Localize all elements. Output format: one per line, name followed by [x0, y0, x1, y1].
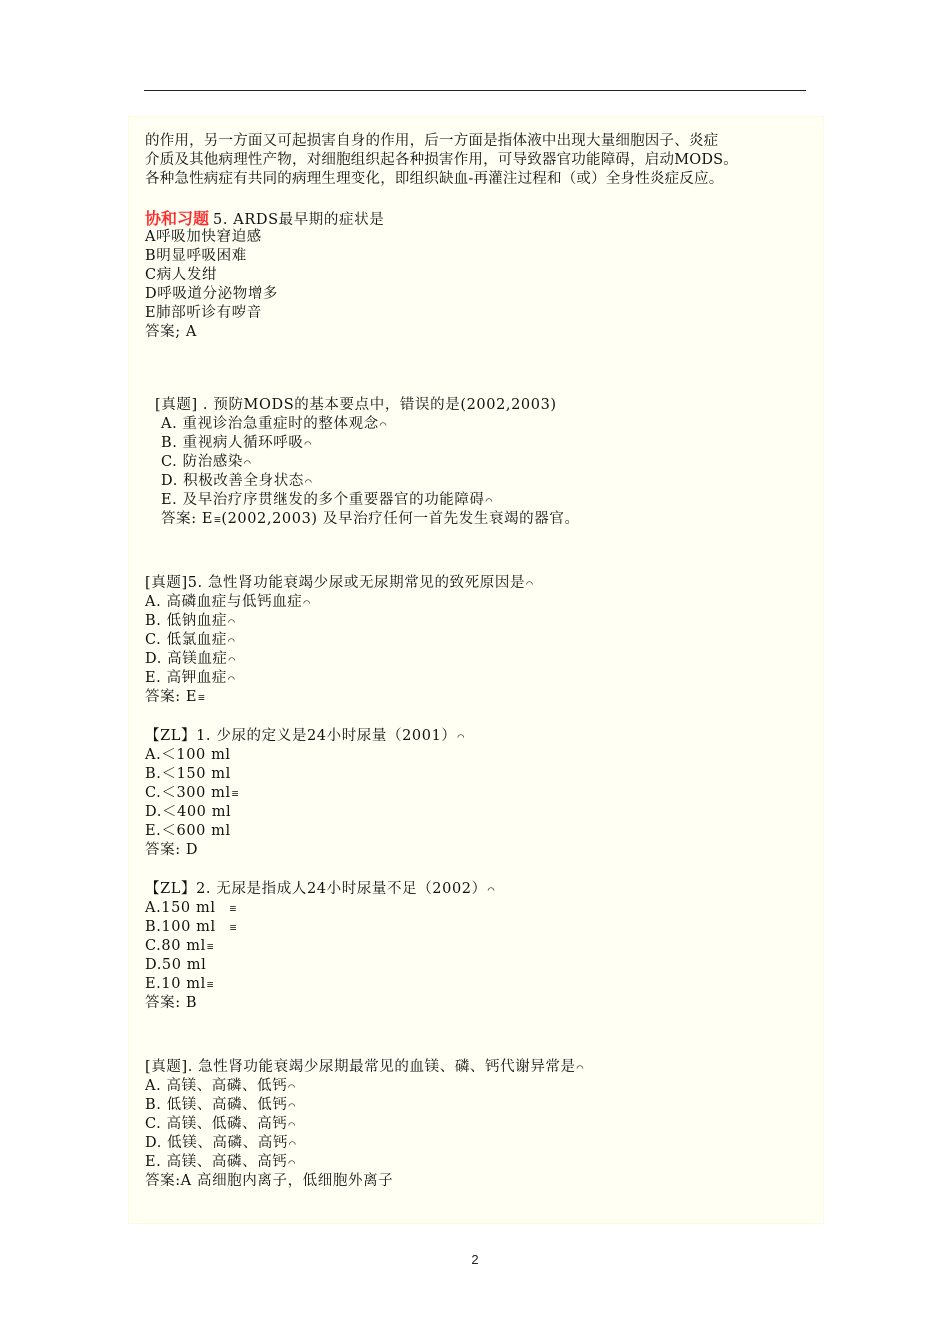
eq-mark: ≡	[206, 940, 215, 953]
arc-mark: ⌒	[379, 418, 388, 431]
option: A.150 ml ≡	[145, 900, 237, 916]
arc-mark: ⌒	[288, 1099, 296, 1112]
arc-mark: ⌒	[485, 494, 493, 507]
answer: 答案: E≡	[145, 689, 206, 705]
arc-mark: ⌒	[228, 653, 236, 666]
option: C. 高镁、低磷、高钙⌒	[145, 1116, 296, 1132]
page-number: 2	[471, 1252, 479, 1267]
option: C. 防治感染⌒	[161, 454, 252, 470]
answer: 答案: B	[145, 995, 198, 1011]
arc-mark: ⌒	[288, 1156, 296, 1169]
option: A. 重视诊治急重症时的整体观念⌒	[161, 416, 388, 432]
question-oliguria	[145, 727, 805, 860]
answer: 答案: D	[145, 842, 199, 858]
option: D.50 ml	[145, 957, 207, 973]
option: A. 高磷血症与低钙血症⌒	[145, 594, 311, 610]
question-line	[145, 209, 805, 228]
arc-mark: ⌒	[457, 730, 465, 743]
arc-mark: ⌒	[228, 615, 236, 628]
arc-mark: ⌒	[526, 577, 534, 590]
intro-paragraph	[145, 132, 805, 189]
option: C. 低氯血症⌒	[145, 632, 236, 648]
option: E肺部听诊有哕音	[145, 305, 262, 321]
paragraph-line: 介质及其他病理性产物，对细胞组织起各种损害作用，可导致器官功能障碍，启动MODS。	[145, 152, 738, 168]
option: B.100 ml ≡	[145, 919, 237, 935]
eq-mark: ≡	[206, 978, 215, 991]
question-anuria	[145, 880, 805, 1013]
question-ards	[145, 209, 805, 342]
question-tag: 协和习题	[145, 209, 210, 228]
option: B. 低钠血症⌒	[145, 613, 236, 629]
option: C.＜300 ml≡	[145, 785, 239, 801]
paragraph-line: 各种急性病症有共同的病理生理变化，即组织缺血-再灌注过程和（或）全身性炎症反应。	[145, 171, 724, 187]
question-text: 5. ARDS最早期的症状是	[213, 212, 385, 228]
option: E. 高镁、高磷、高钙⌒	[145, 1154, 296, 1170]
arc-mark: ⌒	[576, 1061, 584, 1074]
option: D呼吸道分泌物增多	[145, 286, 279, 302]
question-line: [真题]. 急性肾功能衰竭少尿期最常见的血镁、磷、钙代谢异常是⌒	[145, 1059, 584, 1075]
answer: 答案:A 高细胞内离子，低细胞外离子	[145, 1173, 394, 1189]
option: D. 低镁、高磷、高钙⌒	[145, 1135, 297, 1151]
option: E. 高钾血症⌒	[145, 670, 236, 686]
arc-mark: ⌒	[228, 672, 236, 685]
arc-mark: ⌒	[304, 475, 313, 488]
option: B. 重视病人循环呼吸⌒	[161, 435, 312, 451]
eq-mark: ≡	[231, 787, 239, 800]
question-line: 【ZL】2. 无尿是指成人24小时尿量不足（2002）⌒	[145, 881, 495, 897]
header-rule	[144, 90, 806, 91]
option: A. 高镁、高磷、低钙⌒	[145, 1078, 296, 1094]
question-line: [真题]5. 急性肾功能衰竭少尿或无尿期常见的致死原因是⌒	[145, 575, 534, 591]
question-mods	[145, 396, 805, 529]
option: D.＜400 ml	[145, 804, 232, 820]
option: E. 及早治疗序贯继发的多个重要器官的功能障碍⌒	[161, 492, 493, 508]
option: E.＜600 ml	[145, 823, 231, 839]
eq-mark: ≡	[229, 902, 237, 915]
option: B.＜150 ml	[145, 766, 231, 782]
option: C.80 ml≡	[145, 938, 215, 954]
option: B明显呼吸困难	[145, 248, 247, 264]
arc-mark: ⌒	[244, 456, 252, 469]
paragraph-line: 的作用，另一方面又可起损害自身的作用，后一方面是指体液中出现大量细胞因子、炎症	[145, 133, 719, 149]
option: A.＜100 ml	[145, 747, 231, 763]
arc-mark: ⌒	[303, 596, 311, 609]
arc-mark: ⌒	[228, 634, 236, 647]
question-electrolytes	[145, 1058, 805, 1191]
arc-mark: ⌒	[288, 1080, 296, 1093]
arc-mark: ⌒	[304, 437, 312, 450]
answer: 答案; A	[145, 324, 197, 340]
option: B. 低镁、高磷、低钙⌒	[145, 1097, 296, 1113]
question-arf-death	[145, 574, 805, 707]
arc-mark: ⌒	[487, 883, 495, 896]
arc-mark: ⌒	[288, 1137, 297, 1150]
eq-mark: ≡	[198, 691, 206, 704]
arc-mark: ⌒	[288, 1118, 296, 1131]
option: C病人发绀	[145, 267, 218, 283]
question-line: 【ZL】1. 少尿的定义是24小时尿量（2001）⌒	[145, 728, 465, 744]
question-text: [真题] . 预防MODS的基本要点中，错误的是(2002,2003)	[155, 397, 557, 413]
eq-mark: ≡	[229, 921, 237, 934]
option: D. 积极改善全身状态⌒	[161, 473, 313, 489]
option: A呼吸加快窘迫感	[145, 229, 262, 245]
option: D. 高镁血症⌒	[145, 651, 236, 667]
eq-mark: ≡	[214, 513, 222, 526]
option: E.10 ml≡	[145, 976, 215, 992]
answer: 答案: E≡(2002,2003) 及早治疗任何一首先发生衰竭的器官。	[161, 511, 580, 527]
